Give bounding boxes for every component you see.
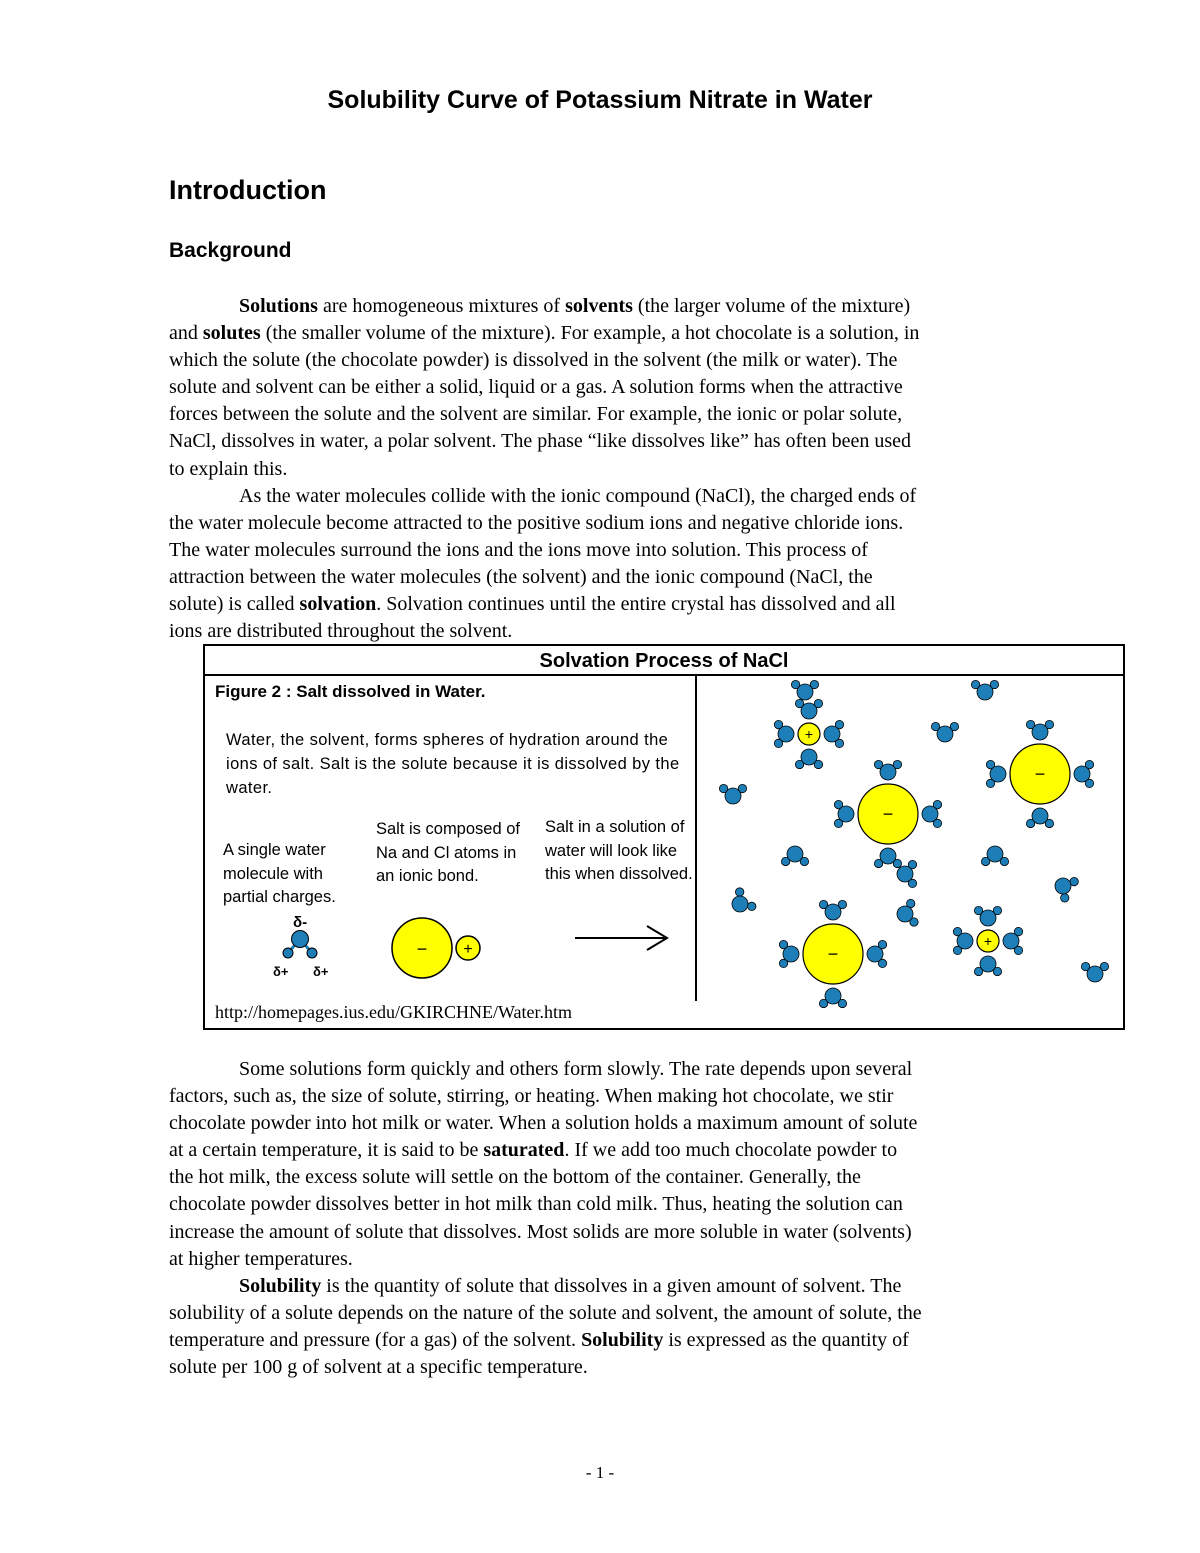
plus-sign: + — [463, 941, 473, 958]
plus-sign: + — [983, 933, 993, 949]
paragraph-solubility — [169, 1273, 1059, 1381]
water-oxygen-atom — [880, 848, 896, 864]
subsection-heading-background: Background — [169, 239, 292, 262]
paragraph-line — [169, 1327, 1059, 1354]
water-oxygen-atom — [1087, 966, 1103, 982]
term-solutions: Solutions — [239, 295, 318, 317]
paragraph-line: at higher temperatures. — [169, 1247, 353, 1270]
document-title: Solubility Curve of Potassium Nitrate in Water — [327, 86, 873, 114]
water-oxygen-atom — [787, 846, 803, 862]
water-hydrogen-atom — [748, 902, 756, 910]
figure-label-water-molecule: A single water molecule with partial charges. — [223, 841, 336, 906]
water-oxygen-atom — [937, 726, 953, 742]
water-oxygen-atom — [838, 806, 854, 822]
figure-caption: Figure 2 : Salt dissolved in Water. — [215, 682, 486, 701]
text-run: Some solutions form quickly and others form slowly. The rate depends upon several — [239, 1058, 913, 1080]
paragraph-line: to explain this. — [169, 457, 288, 480]
term-solvents: solvents — [565, 295, 633, 317]
partial-charge-positive-label: δ+ — [273, 964, 289, 979]
oxygen-atom — [292, 931, 309, 948]
water-oxygen-atom — [825, 988, 841, 1004]
water-oxygen-atom — [725, 788, 741, 804]
paragraph-solvation — [169, 483, 1059, 646]
text-run: solute) is called — [169, 593, 300, 616]
text-run: and — [169, 322, 203, 345]
term-solvation: solvation — [299, 593, 377, 616]
water-oxygen-atom — [1003, 933, 1019, 949]
minus-sign: − — [1034, 764, 1046, 784]
plus-sign: + — [804, 726, 814, 742]
water-hydrogen-atom — [1061, 894, 1069, 902]
water-molecule-diagram — [273, 914, 329, 979]
water-oxygen-atom — [897, 906, 913, 922]
text-run: is expressed as the quantity of — [663, 1329, 909, 1352]
water-oxygen-atom — [897, 866, 913, 882]
hydrogen-atom — [307, 948, 317, 958]
figure-label-solution: Salt in a solution of water will look like this when dissolved. — [545, 818, 693, 883]
paragraph-line: ions are distributed throughout the solvent. — [169, 620, 513, 643]
water-oxygen-atom — [783, 946, 799, 962]
figure-description: Water, the solvent, forms spheres of hydration around the ions of salt. Salt is the solute because it is dissolved by the water. — [226, 731, 680, 797]
term-solutes: solutes — [202, 322, 261, 345]
section-heading-introduction: Introduction — [169, 175, 327, 205]
figure-label-salt: Salt is composed of Na and Cl atoms in an ionic bond. — [376, 820, 520, 885]
paragraph-line: NaCl, dissolves in water, a polar solvent. The phase “like dissolves like” has often been used — [169, 430, 911, 453]
hydrogen-atom — [283, 948, 293, 958]
water-oxygen-atom — [778, 726, 794, 742]
water-oxygen-atom — [990, 766, 1006, 782]
paragraph-solutions — [169, 293, 1059, 483]
figure-source-url: http://homepages.ius.edu/GKIRCHNE/Water.htm — [215, 1002, 573, 1022]
water-oxygen-atom — [880, 764, 896, 780]
text-run: at a certain temperature, it is said to be — [169, 1139, 484, 1162]
term-solubility: Solubility — [581, 1329, 664, 1352]
paragraph-line — [169, 1137, 1059, 1164]
water-oxygen-atom — [987, 846, 1003, 862]
water-oxygen-atom — [1055, 878, 1071, 894]
paragraph-line — [169, 591, 1059, 618]
figure-illustration — [205, 646, 1123, 1028]
paragraph-line: chocolate powder dissolves better in hot milk than cold milk. Thus, heating the solution can — [169, 1193, 903, 1216]
arrow-icon — [575, 926, 667, 950]
paragraph-line: increase the amount of solute that dissolves. Most solids are more soluble in water (solvents) — [169, 1220, 912, 1243]
paragraph-line — [169, 293, 1059, 320]
paragraph-line — [169, 1273, 1059, 1300]
paragraph-line: forces between the solute and the solvent are similar. For example, the ionic or polar solute, — [169, 403, 903, 426]
salt-ion-pair — [392, 918, 480, 978]
water-oxygen-atom — [797, 684, 813, 700]
partial-charge-positive-label: δ+ — [313, 964, 329, 979]
water-oxygen-atom — [1074, 766, 1090, 782]
water-oxygen-atom — [867, 946, 883, 962]
text-run: is the quantity of solute that dissolves in a given amount of solvent. The — [321, 1275, 902, 1297]
minus-sign: − — [882, 804, 894, 824]
paragraph-line: which the solute (the chocolate powder) is dissolved in the solvent (the milk or water). The — [169, 349, 898, 372]
text-run: . Solvation continues until the entire crystal has dissolved and all — [376, 593, 896, 616]
text-run: (the smaller volume of the mixture). For example, a hot chocolate is a solution, in — [260, 322, 920, 345]
paragraph-line: attraction between the water molecules (the solvent) and the ionic compound (NaCl, the — [169, 566, 873, 589]
water-hydrogen-atom — [735, 888, 743, 896]
paragraph-line — [169, 320, 1059, 347]
water-oxygen-atom — [801, 749, 817, 765]
paragraph-line — [169, 483, 1059, 510]
term-solubility: Solubility — [239, 1275, 322, 1297]
text-run: (the larger volume of the mixture) — [632, 295, 911, 317]
water-oxygen-atom — [801, 703, 817, 719]
water-oxygen-atom — [1032, 724, 1048, 740]
water-oxygen-atom — [1032, 808, 1048, 824]
term-saturated: saturated — [483, 1139, 565, 1162]
dissolved-solution-illustration — [719, 680, 1108, 1007]
water-oxygen-atom — [980, 956, 996, 972]
paragraph-line: chocolate powder into hot milk or water. When a solution holds a maximum amount of solute — [169, 1112, 918, 1135]
text-run: are homogeneous mixtures of — [317, 295, 566, 317]
paragraph-line: solubility of a solute depends on the nature of the solute and solvent, the amount of solute, the — [169, 1302, 922, 1325]
water-oxygen-atom — [732, 896, 748, 912]
paragraph-line: The water molecules surround the ions and the ions move into solution. This process of — [169, 539, 868, 562]
paragraph-line: solute per 100 g of solvent at a specific temperature. — [169, 1356, 588, 1379]
figure-heading: Solvation Process of NaCl — [205, 646, 1123, 676]
minus-sign: − — [827, 944, 839, 964]
figure-solvation-nacl — [203, 644, 1125, 1030]
water-oxygen-atom — [980, 910, 996, 926]
paragraph-saturation — [169, 1056, 1059, 1273]
paragraph-line: solute and solvent can be either a solid, liquid or a gas. A solution forms when the attractive — [169, 376, 903, 399]
paragraph-line — [169, 1056, 1059, 1083]
water-oxygen-atom — [977, 684, 993, 700]
minus-sign: − — [416, 939, 428, 959]
paragraph-line: the water molecule become attracted to the positive sodium ions and negative chloride ions. — [169, 512, 904, 535]
partial-charge-negative-label: δ- — [293, 914, 308, 931]
water-oxygen-atom — [957, 933, 973, 949]
water-oxygen-atom — [922, 806, 938, 822]
text-run: . If we add too much chocolate powder to — [564, 1139, 898, 1162]
water-oxygen-atom — [824, 726, 840, 742]
text-run: temperature and pressure (for a gas) of the solvent. — [169, 1329, 582, 1352]
page-number: - 1 - — [585, 1463, 615, 1482]
paragraph-line: the hot milk, the excess solute will settle on the bottom of the container. Generally, the — [169, 1166, 861, 1189]
paragraph-line: factors, such as, the size of solute, stirring, or heating. When making hot chocolate, we stir — [169, 1085, 894, 1108]
water-oxygen-atom — [825, 904, 841, 920]
text-run: As the water molecules collide with the ionic compound (NaCl), the charged ends of — [239, 485, 917, 507]
